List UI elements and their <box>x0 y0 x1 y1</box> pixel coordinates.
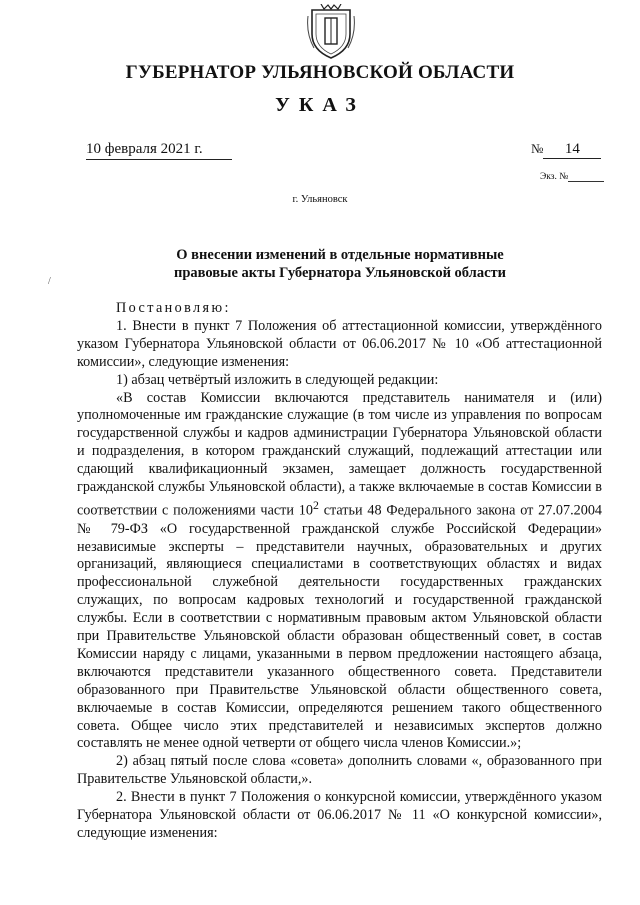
new-wording-part-1: «В состав Комиссии включаются представитель нанимателя и (или) уполномоченные им гражданские служащие (в том числе из управления по вопросам государственной службы и кадров администрации Губернатора Ульяновской области и подразделения, в котором гражданский служащий, подлежащий аттестации или сдающий квалификационный экзамен, замещает должность государственной гражданской службы Ульяновской области), а также включаемые в состав Комиссии в соответствии с положениями части 10 <box>77 389 602 519</box>
number-value: 14 <box>543 141 601 159</box>
item-1-subitem-2: 2) абзац пятый после слова «совета» дополнить словами «, образованного при Правительстве Ульяновской области,». <box>77 753 602 788</box>
copy-number-blank <box>568 172 604 182</box>
issuer-title: ГУБЕРНАТОР УЛЬЯНОВСКОЙ ОБЛАСТИ <box>125 62 515 83</box>
superscript-2: 2 <box>312 497 319 512</box>
item-2: 2. Внести в пункт 7 Положения о конкурсной комиссии, утверждённого указом Губернатора Ульяновской области от 06.06.2017 № 11 «О конкурсной комиссии», следующие изменения: <box>77 789 602 842</box>
copy-number <box>540 172 604 182</box>
number-label: № <box>531 141 544 156</box>
city-name: г. Ульяновск <box>292 194 348 205</box>
document-number <box>531 141 601 159</box>
copy-label: Экз. № <box>540 172 569 182</box>
heading-line-2: правовые акты Губернатора Ульяновской области <box>174 265 506 281</box>
document-date: 10 февраля 2021 г. <box>86 141 232 160</box>
heading-line-1: О внесении изменений в отдельные нормативные <box>176 247 504 263</box>
coat-of-arms-emblem <box>306 4 356 60</box>
document-body <box>77 300 602 843</box>
document-type: УКАЗ <box>275 94 365 116</box>
item-1: 1. Внести в пункт 7 Положения об аттестационной комиссии, утверждённого указом Губернатора Ульяновской области от 06.06.2017 № 10 «Об аттестационной комиссии», следующие изменения: <box>77 317 602 370</box>
new-wording-part-2: статьи 48 Федерального закона от 27.07.2004 № 79-ФЗ «О государственной гражданской службе Российской Федерации» независимые эксперты – представители научных, образовательных и других организаций, являющиеся специалистами в соответствующих областях и видах профессиональной служебной деятельности государственных гражданских служащих, по вопросам кадровых технологий и государственной гражданской службы. Если в соответствии с нормативным правовым актом Ульяновской области при Правительстве Ульяновской области образован общественный совет, в состав Комиссии наряду с лицами, указанными в первом предложении настоящего абзаца, включаются представители указанного общественного совета. Представители образованного при Правительстве Ульяновской области общественного совета, включаемые в состав Комиссии, определяются решением такого общественного совета. Общее число этих представителей и независимых экспертов должно составлять не менее одной четверти от общего числа членов Комиссии.»; <box>77 502 603 752</box>
decree-preamble: Постановляю: <box>116 300 231 316</box>
item-1-subitem-1: 1) абзац четвёртый изложить в следующей редакции: <box>116 371 439 388</box>
document-heading <box>100 246 580 282</box>
item-1-new-wording <box>77 390 602 754</box>
margin-mark: / <box>48 276 51 287</box>
